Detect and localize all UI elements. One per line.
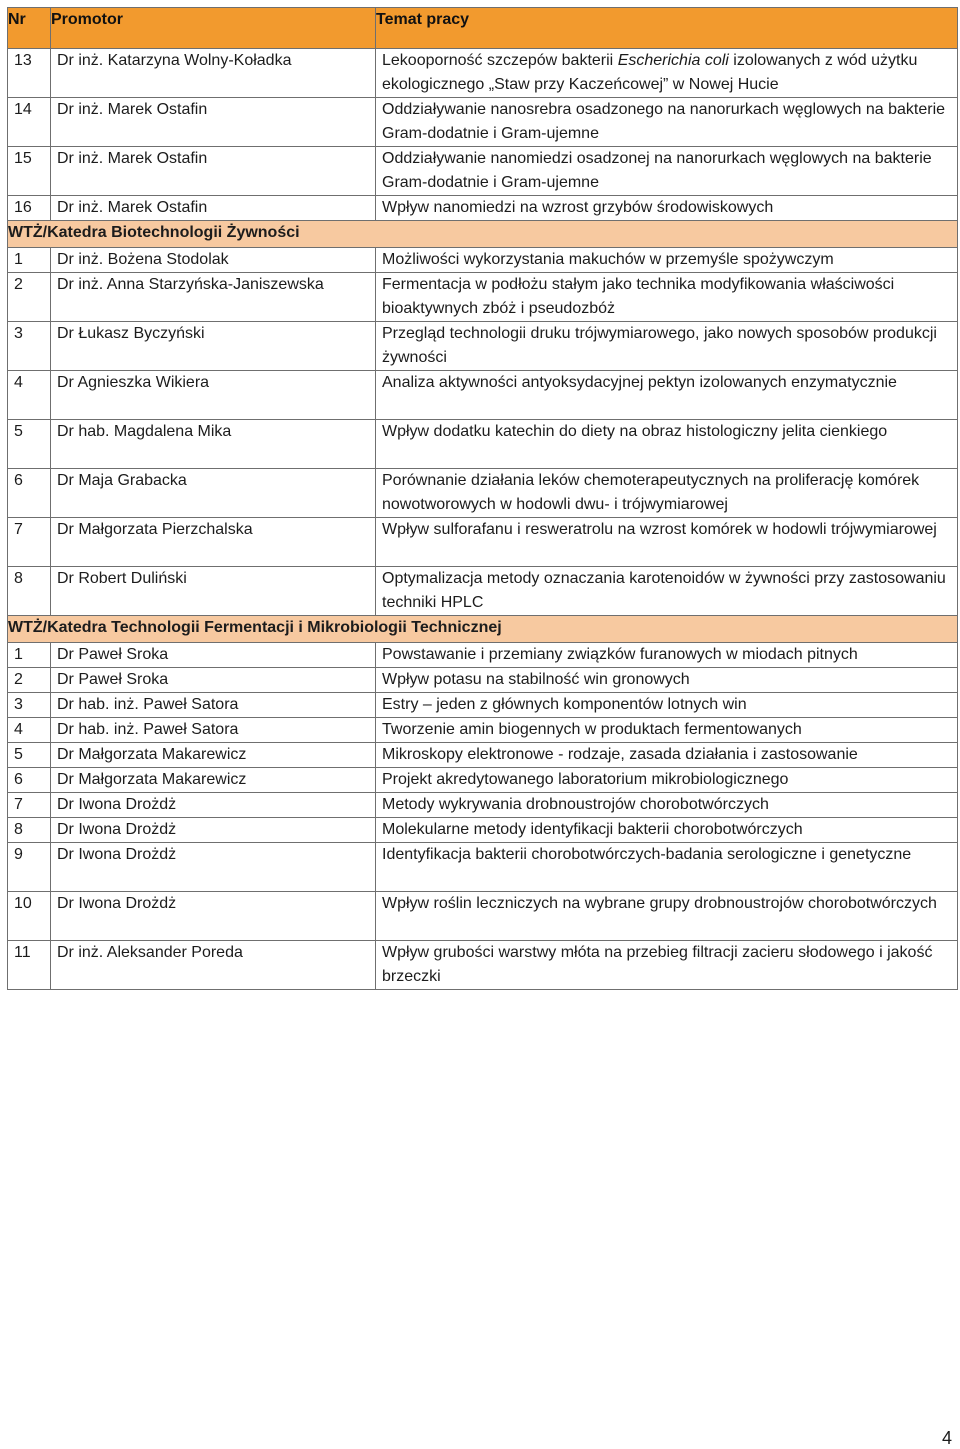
row-nr: 5 (8, 743, 51, 768)
section-title-biotechnology: WTŻ/Katedra Biotechnologii Żywności (8, 221, 958, 248)
section-header-row (8, 221, 958, 248)
row-nr: 10 (8, 892, 51, 941)
row-nr: 11 (8, 941, 51, 990)
row-topic: Powstawanie i przemiany związków furanowych w miodach pitnych (376, 643, 958, 668)
row-topic: Analiza aktywności antyoksydacyjnej pektyn izolowanych enzymatycznie (376, 371, 958, 420)
row-topic: Estry – jeden z głównych komponentów lotnych win (376, 693, 958, 718)
row-promoter: Dr Małgorzata Makarewicz (51, 743, 376, 768)
row-topic: Fermentacja w podłożu stałym jako technika modyfikowania właściwości bioaktywnych zbóż i pseudozbóż (376, 273, 958, 322)
table-row (8, 98, 958, 147)
row-promoter: Dr inż. Marek Ostafin (51, 196, 376, 221)
row-topic: Projekt akredytowanego laboratorium mikrobiologicznego (376, 768, 958, 793)
table-row (8, 147, 958, 196)
row-topic: Molekularne metody identyfikacji bakterii chorobotwórczych (376, 818, 958, 843)
table-row (8, 843, 958, 892)
header-topic: Temat pracy (376, 8, 958, 49)
row-nr: 5 (8, 420, 51, 469)
header-promoter: Promotor (51, 8, 376, 49)
table-row (8, 49, 958, 98)
row-promoter: Dr inż. Anna Starzyńska-Janiszewska (51, 273, 376, 322)
table-row (8, 248, 958, 273)
row-nr: 3 (8, 322, 51, 371)
row-topic: Identyfikacja bakterii chorobotwórczych-badania serologiczne i genetyczne (376, 843, 958, 892)
table-row (8, 196, 958, 221)
topic-text-start: Lekooporność szczepów bakterii (382, 52, 618, 69)
row-nr: 6 (8, 768, 51, 793)
row-topic: Mikroskopy elektronowe - rodzaje, zasada działania i zastosowanie (376, 743, 958, 768)
page-number: 4 (941, 1428, 952, 1448)
row-nr: 8 (8, 818, 51, 843)
table-row (8, 892, 958, 941)
row-topic: Oddziaływanie nanomiedzi osadzonej na nanorurkach węglowych na bakterie Gram-dodatnie i Gram-ujemne (376, 147, 958, 196)
row-promoter: Dr Małgorzata Pierzchalska (51, 518, 376, 567)
row-nr: 14 (8, 98, 51, 147)
row-promoter: Dr inż. Aleksander Poreda (51, 941, 376, 990)
row-promoter: Dr hab. inż. Paweł Satora (51, 718, 376, 743)
row-nr: 2 (8, 273, 51, 322)
topic-species-italic: Escherichia coli (617, 52, 729, 69)
row-topic: Wpływ dodatku katechin do diety na obraz histologiczny jelita cienkiego (376, 420, 958, 469)
table-row (8, 420, 958, 469)
row-topic: Porównanie działania leków chemoterapeutycznych na proliferację komórek nowotworowych w hodowli dwu- i trójwymiarowej (376, 469, 958, 518)
row-topic: Wpływ grubości warstwy młóta na przebieg filtracji zacieru słodowego i jakość brzeczki (376, 941, 958, 990)
header-nr: Nr (8, 8, 51, 49)
table-row (8, 643, 958, 668)
row-promoter: Dr inż. Marek Ostafin (51, 98, 376, 147)
table-row (8, 818, 958, 843)
row-topic (376, 49, 958, 98)
row-topic: Wpływ nanomiedzi na wzrost grzybów środowiskowych (376, 196, 958, 221)
row-promoter: Dr inż. Katarzyna Wolny-Koładka (51, 49, 376, 98)
row-promoter: Dr Paweł Sroka (51, 668, 376, 693)
row-topic: Tworzenie amin biogennych w produktach fermentowanych (376, 718, 958, 743)
row-nr: 7 (8, 518, 51, 567)
table-row (8, 718, 958, 743)
row-promoter: Dr Łukasz Byczyński (51, 322, 376, 371)
row-nr: 3 (8, 693, 51, 718)
thesis-topics-table (7, 7, 958, 990)
row-promoter: Dr inż. Marek Ostafin (51, 147, 376, 196)
row-nr: 9 (8, 843, 51, 892)
row-promoter: Dr Agnieszka Wikiera (51, 371, 376, 420)
row-topic: Wpływ potasu na stabilność win gronowych (376, 668, 958, 693)
table-row (8, 567, 958, 616)
table-row (8, 469, 958, 518)
row-topic: Przegląd technologii druku trójwymiarowego, jako nowych sposobów produkcji żywności (376, 322, 958, 371)
table-row (8, 743, 958, 768)
row-nr: 6 (8, 469, 51, 518)
row-promoter: Dr Małgorzata Makarewicz (51, 768, 376, 793)
row-nr: 16 (8, 196, 51, 221)
row-nr: 15 (8, 147, 51, 196)
table-row (8, 322, 958, 371)
table-row (8, 768, 958, 793)
row-nr: 1 (8, 643, 51, 668)
table-row (8, 941, 958, 990)
table-row (8, 273, 958, 322)
row-nr: 8 (8, 567, 51, 616)
row-promoter: Dr inż. Bożena Stodolak (51, 248, 376, 273)
row-promoter: Dr Iwona Drożdż (51, 793, 376, 818)
row-promoter: Dr Iwona Drożdż (51, 818, 376, 843)
table-row (8, 518, 958, 567)
table-row (8, 693, 958, 718)
topic-text-end: izolowanych z wód użytku ekologicznego „Staw przy Kaczeńcowej” w Nowej Hucie (382, 52, 918, 93)
table-header-row (8, 8, 958, 49)
row-topic: Możliwości wykorzystania makuchów w przemyśle spożywczym (376, 248, 958, 273)
row-promoter: Dr hab. inż. Paweł Satora (51, 693, 376, 718)
row-promoter: Dr Iwona Drożdż (51, 892, 376, 941)
table-row (8, 793, 958, 818)
row-promoter: Dr Robert Duliński (51, 567, 376, 616)
row-nr: 7 (8, 793, 51, 818)
row-promoter: Dr Maja Grabacka (51, 469, 376, 518)
row-topic: Optymalizacja metody oznaczania karotenoidów w żywności przy zastosowaniu techniki HPLC (376, 567, 958, 616)
row-nr: 13 (8, 49, 51, 98)
table-row (8, 371, 958, 420)
row-promoter: Dr Paweł Sroka (51, 643, 376, 668)
row-topic: Wpływ sulforafanu i resweratrolu na wzrost komórek w hodowli trójwymiarowej (376, 518, 958, 567)
row-promoter: Dr hab. Magdalena Mika (51, 420, 376, 469)
row-promoter: Dr Iwona Drożdż (51, 843, 376, 892)
row-topic: Metody wykrywania drobnoustrojów chorobotwórczych (376, 793, 958, 818)
section-title-fermentation: WTŻ/Katedra Technologii Fermentacji i Mikrobiologii Technicznej (8, 616, 958, 643)
section-header-row (8, 616, 958, 643)
table-row (8, 668, 958, 693)
row-nr: 4 (8, 371, 51, 420)
row-nr: 4 (8, 718, 51, 743)
row-nr: 1 (8, 248, 51, 273)
row-nr: 2 (8, 668, 51, 693)
row-topic: Oddziaływanie nanosrebra osadzonego na nanorurkach węglowych na bakterie Gram-dodatnie i Gram-ujemne (376, 98, 958, 147)
row-topic: Wpływ roślin leczniczych na wybrane grupy drobnoustrojów chorobotwórczych (376, 892, 958, 941)
